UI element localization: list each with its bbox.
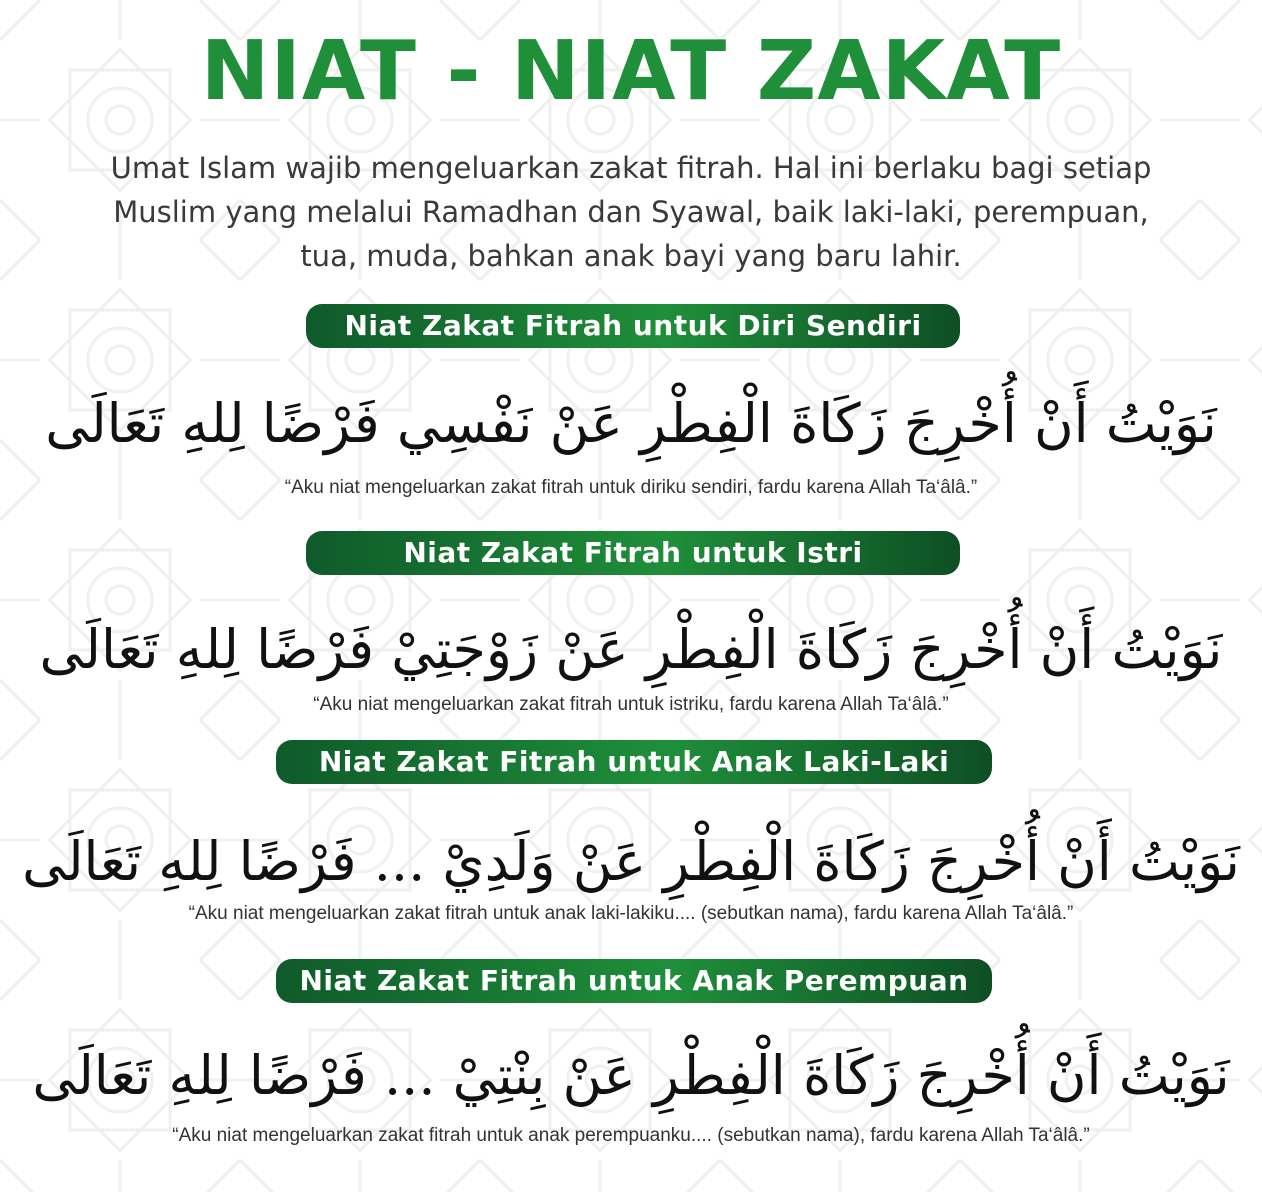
- section-heading-istri: Niat Zakat Fitrah untuk Istri: [306, 531, 960, 575]
- intro-line-1: Umat Islam wajib mengeluarkan zakat fitrah. Hal ini berlaku bagi setiap: [110, 151, 1152, 185]
- intro-line-3: tua, muda, bahkan anak bayi yang baru lahir.: [300, 239, 962, 273]
- section-heading-diri-sendiri: Niat Zakat Fitrah untuk Diri Sendiri: [306, 304, 960, 348]
- translation-anak-perempuan: “Aku niat mengeluarkan zakat fitrah untuk anak perempuanku.... (sebutkan nama), fardu karena Allah Ta‘âlâ.”: [172, 1125, 1090, 1146]
- translation-istri: “Aku niat mengeluarkan zakat fitrah untuk istriku, fardu karena Allah Ta‘âlâ.”: [313, 694, 949, 715]
- translation-diri-sendiri: “Aku niat mengeluarkan zakat fitrah untuk diriku sendiri, fardu karena Allah Ta‘âlâ.”: [284, 477, 978, 498]
- arabic-niat-diri-sendiri: نَوَيْتُ أَنْ أُخْرِجَ زَكَاةَ الْفِطْرِ عَنْ نَفْسِي فَرْضًا لِلهِ تَعَالَى: [45, 392, 1217, 455]
- arabic-niat-anak-perempuan: نَوَيْتُ أَنْ أُخْرِجَ زَكَاةَ الْفِطْرِ عَنْ بِنْتِيْ ... فَرْضًا لِلهِ تَعَالَى: [32, 1044, 1230, 1107]
- arabic-niat-anak-laki-laki: نَوَيْتُ أَنْ أُخْرِجَ زَكَاةَ الْفِطْرِ عَنْ وَلَدِيْ ... فَرْضًا لِلهِ تَعَالَى: [22, 830, 1240, 893]
- arabic-niat-istri: نَوَيْتُ أَنْ أُخْرِجَ زَكَاةَ الْفِطْرِ عَنْ زَوْجَتِيْ فَرْضًا لِلهِ تَعَالَى: [39, 618, 1223, 681]
- section-heading-anak-laki-laki: Niat Zakat Fitrah untuk Anak Laki-Laki: [276, 740, 992, 784]
- section-heading-anak-perempuan: Niat Zakat Fitrah untuk Anak Perempuan: [276, 959, 992, 1003]
- page-title: NIAT - NIAT ZAKAT: [200, 24, 1062, 119]
- translation-anak-laki-laki: “Aku niat mengeluarkan zakat fitrah untuk anak laki-lakiku.... (sebutkan nama), fardu karena Allah Ta‘âlâ.”: [188, 903, 1074, 924]
- intro-line-2: Muslim yang melalui Ramadhan dan Syawal, baik laki-laki, perempuan,: [113, 195, 1149, 229]
- intro-paragraph: [60, 146, 1202, 278]
